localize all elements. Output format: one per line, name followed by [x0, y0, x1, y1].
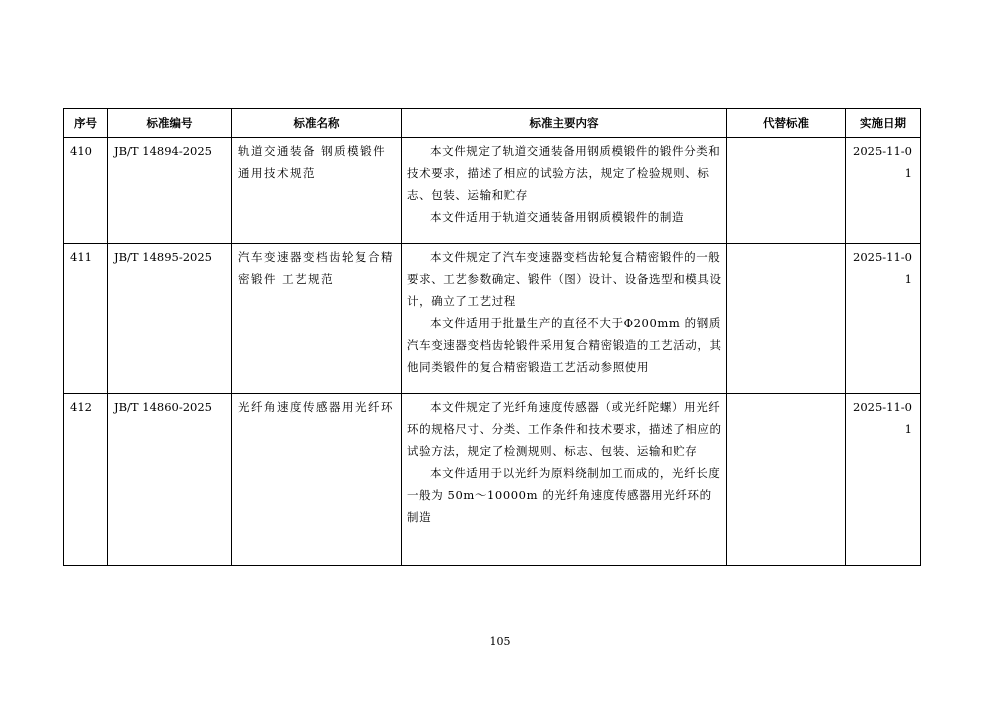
table-row [64, 394, 921, 566]
page-number: 105 [489, 635, 511, 648]
row-content [402, 244, 726, 378]
row-code: JB/T 14894-2025 [114, 144, 212, 158]
row-replaces [727, 138, 845, 140]
row-name: 轨道交通装备 钢质模锻件通用技术规范 [238, 144, 387, 180]
table-row [64, 244, 921, 394]
row-date: 2025-11-01 [853, 250, 912, 286]
content-paragraph: 本文件适用于批量生产的直径不大于Φ200mm 的钢质汽车变速器变档齿轮锻件采用复合精密锻造的工艺活动，其他同类锻件的复合精密锻造工艺活动参照使用 [407, 316, 722, 374]
content-paragraph: 本文件规定了汽车变速器变档齿轮复合精密锻件的一般要求、工艺参数确定、锻件（图）设计、设备选型和模具设计，确立了工艺过程 [407, 250, 722, 308]
row-name: 光纤角速度传感器用光纤环 [238, 400, 394, 414]
header-content: 标准主要内容 [402, 109, 727, 138]
content-paragraph: 本文件规定了轨道交通装备用钢质模锻件的锻件分类和技术要求，描述了相应的试验方法，规定了检验规则、标志、包装、运输和贮存 [407, 144, 721, 202]
header-code: 标准编号 [108, 109, 232, 138]
row-seq: 411 [70, 250, 92, 264]
row-code: JB/T 14895-2025 [114, 250, 212, 264]
row-date: 2025-11-01 [853, 400, 912, 436]
content-paragraph: 本文件适用于以光纤为原料绕制加工而成的，光纤长度一般为 50m～10000m 的光纤角速度传感器用光纤环的制造 [407, 466, 721, 524]
header-name: 标准名称 [232, 109, 402, 138]
row-replaces [727, 244, 845, 246]
table-header-row [64, 109, 921, 138]
row-content [402, 394, 726, 528]
row-code: JB/T 14860-2025 [114, 400, 212, 414]
row-name: 汽车变速器变档齿轮复合精密锻件 工艺规范 [238, 250, 394, 286]
row-content [402, 138, 726, 228]
standards-table [63, 108, 921, 566]
row-replaces [727, 394, 845, 396]
row-seq: 410 [70, 144, 92, 158]
header-date: 实施日期 [846, 109, 921, 138]
header-replaces: 代替标准 [727, 109, 846, 138]
table-row [64, 138, 921, 244]
row-seq: 412 [70, 400, 92, 414]
content-paragraph: 本文件适用于轨道交通装备用钢质模锻件的制造 [430, 210, 685, 224]
row-date: 2025-11-01 [853, 144, 912, 180]
content-paragraph: 本文件规定了光纤角速度传感器（或光纤陀螺）用光纤环的规格尺寸、分类、工作条件和技术要求，描述了相应的试验方法，规定了检测规则、标志、包装、运输和贮存 [407, 400, 722, 458]
header-seq: 序号 [64, 109, 108, 138]
